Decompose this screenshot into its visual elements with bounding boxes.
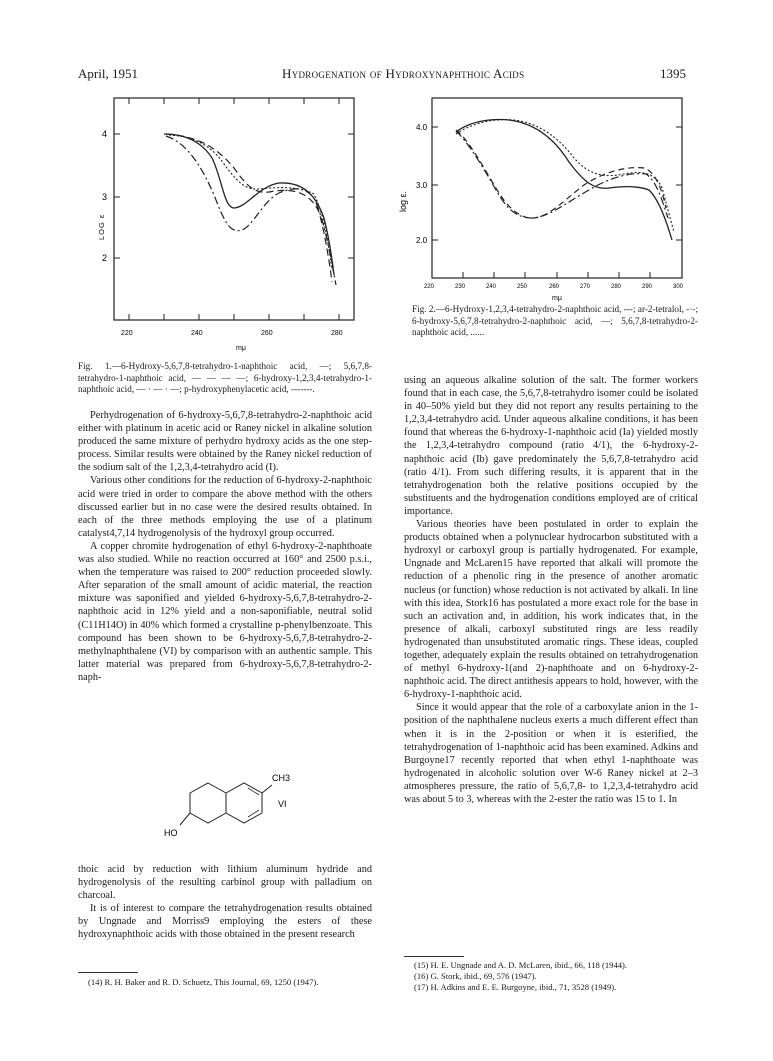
paragraph: It is of interest to compare the tetrahydrogenation results obtained by Ungnade and Morriss9 employing the esters of these hydroxynaphthoic acids with those obtained in the present research [78, 903, 372, 941]
fig2-x-tick: 250 [517, 284, 528, 290]
paragraph: Since it would appear that the role of a carboxylate anion in the 1-position of the naphthalene nucleus exerts a much different effect than when it is in the 2-position or when it is esterified, the tetrahydrogenation of 1-naphthoic acid has been examined. Adkins and Burgoyne17 recently reported that when ethyl 1-naphthoate was hydrogenated in alcoholic solution over W-6 Raney nickel at 2–3 atmospheres pressure, the ratio of 5,6,7,8- to 1,2,3,4-tetrahydro acid was about 5 to 3, whereas with the 2-ester the ratio was 15 to 1. In [404, 702, 698, 805]
figure-2-caption: Fig. 2.—6-Hydroxy-1,2,3,4-tetrahydro-2-naphthoic acid, ---; ar-2-tetralol, -·-; 6-hydroxy-5,6,7,8-tetrahydro-2-naphthoic acid, —; 5,6,7,8-tetrahydro-2-naphthoic acid, ...... [412, 304, 698, 338]
footnote-14 [78, 977, 372, 988]
footnote-rule [78, 972, 138, 973]
fig1-series-dash-dot [166, 136, 336, 285]
fig1-series-solid [164, 134, 334, 275]
right-footnotes [404, 960, 698, 993]
fig1-series-dotted [169, 135, 332, 270]
fig2-y-tick: 3.0 [416, 181, 428, 190]
footnote-15: (15) H. E. Ungnade and A. D. McLaren, ibid., 66, 118 (1944). [414, 960, 628, 970]
fig2-x-tick: 280 [611, 284, 622, 290]
running-date: April, 1951 [78, 66, 138, 81]
fig1-y-tick: 3 [102, 192, 108, 202]
fig1-x-label: mμ [236, 345, 246, 352]
figure-1-uv-spectra [74, 90, 374, 365]
fig2-series-dotted [456, 120, 674, 232]
fig1-y-tick: 4 [102, 129, 108, 139]
footnote-17: (17) H. Adkins and E. E. Burgoyne, ibid., 71, 3528 (1949). [414, 982, 617, 992]
figure-2-uv-spectra [394, 90, 694, 305]
struct-ho-label: HO [164, 828, 178, 838]
paragraph: thoic acid by reduction with lithium aluminum hydride and hydrogenolysis of the resulting carbinol group with palladium on charcoal. [78, 864, 372, 902]
footnote-rule [404, 956, 464, 957]
struct-compound-number: VI [278, 799, 287, 809]
fig2-x-tick: 240 [486, 284, 497, 290]
fig2-x-label: mμ [552, 295, 562, 302]
left-column-text [78, 409, 372, 684]
fig2-x-tick: 290 [642, 284, 653, 290]
structure-vi [162, 765, 312, 855]
paragraph: Perhydrogenation of 6-hydroxy-5,6,7,8-tetrahydro-2-naphthoic acid either with platinum in acetic acid or Raney nickel in alkaline solution produced the same mixture of perhydro hydroxy acids as the one step-process. Similar results were obtained by the Raney nickel reduction of the sodium salt of the 1,2,3,4-tetrahydro acid (I). [78, 410, 372, 474]
fig2-y-tick: 4.0 [416, 123, 428, 132]
fig2-series-dashed [456, 130, 666, 218]
struct-ch3-label: CH3 [272, 773, 291, 783]
fig1-series-dashed [166, 134, 332, 282]
fig2-x-tick: 260 [549, 284, 560, 290]
running-title: Hydrogenation of Hydroxynaphthoic Acids [282, 66, 525, 81]
fig2-series-solid [456, 120, 672, 241]
paragraph: Various theories have been postulated in order to explain the products obtained when a polynuclear hydrocarbon substituted with a hydroxyl or carboxyl group is partially hydrogenated. For example, Ungnade and McLaren15 have reported that alkali will promote the reduction of a phenolic ring in the presence of another aromatic nucleus (or function) whose reduction is not activated by alkali. In line with this idea, Stork16 has postulated a more exact role for the base in such an activation and, in addition, his work indicates that, in the presence of alkali, carboxyl substituted rings are less readily hydrogenated than unsubstituted aromatic rings. These ideas, coupled together, adequately explain the results obtained on tetrahydrogenation of methyl 6-hydroxy-1(and 2)-naphthoate and on 6-hydroxy-2-naphthoic acid. The direct antithesis appears to hold, however, with the 6-hydroxy-1-naphthoic acid. [404, 519, 698, 701]
fig2-x-tick: 220 [424, 284, 435, 290]
paragraph: A copper chromite hydrogenation of ethyl 6-hydroxy-2-naphthoate was also studied. While no reaction occurred at 160° and 2500 p.s.i., when the temperature was raised to 200° reduction proceeded slowly. After separation of the small amount of acidic material, the reaction mixture was saponified and yielded 6-hydroxy-5,6,7,8-tetrahydro-2-naphthoic acid in 12% yield and a non-saponifiable, neutral solid (C11H14O) in 40% which formed a crystalline p-phenylbenzoate. This compound has been shown to be 6-hydroxy-5,6,7,8-tetrahydro-2-methylnaphthalene (VI) by comparison with an authentic sample. This latter material was prepared from 6-hydroxy-5,6,7,8-tetrahydro-2-naph- [78, 540, 372, 683]
page-number: 1395 [660, 66, 686, 81]
fig2-x-tick: 270 [580, 284, 591, 290]
fig1-x-tick: 220 [121, 330, 133, 337]
fig2-y-label: log ε. [398, 190, 408, 212]
fig2-x-tick: 300 [673, 284, 684, 290]
fig1-y-tick: 2 [102, 253, 108, 263]
left-column-text-continued [78, 863, 372, 942]
fig1-x-tick: 280 [331, 330, 343, 337]
footnote-16: (16) G. Stork, ibid., 69, 576 (1947). [414, 971, 537, 981]
right-column-text [404, 374, 698, 806]
paragraph: Various other conditions for the reduction of 6-hydroxy-2-naphthoic acid were tried in order to compare the above method with the others discussed earlier but in no case were the desired results obtained. In each of the three methods employing the use of a platinum catalyst4,7,14 hydrogenolysis of the hydroxyl group occurred. [78, 475, 372, 539]
footnote: (14) R. H. Baker and R. D. Schuetz, This Journal, 69, 1250 (1947). [88, 977, 319, 987]
fig2-x-tick: 230 [455, 284, 466, 290]
fig2-y-tick: 2.0 [416, 236, 428, 245]
fig1-x-tick: 240 [191, 330, 203, 337]
figure-1-caption: Fig. 1.—6-Hydroxy-5,6,7,8-tetrahydro-1-naphthoic acid, —; 5,6,7,8-tetrahydro-1-naphthoic acid, — — — —; 6-hydroxy-1,2,3,4-tetrahydro-1-naphthoic acid, — · — · —; p-hydroxyphenylacetic acid, -------. [78, 361, 372, 395]
paragraph: using an aqueous alkaline solution of the salt. The former workers found that in each case, the 5,6,7,8-tetrahydro isomer could be isolated in 40–50% yield but they did not report any results pertaining to the 1,2,3,4-tetrahydro acid. Under aqueous alkaline conditions, it has been found that whereas the 6-hydroxy-1-naphthoic acid (Ia) yielded mostly the 1,2,3,4-tetrahydro compound (ratio 4/1), the 6-hydroxy-2-naphthoic acid (Ib) gave predominately the 5,6,7,8-tetrahydro acid (ratio 4/1). From such differing results, it is apparent that in the tetrahydrogenation both the relative positions occupied by the substituents and the hydrogenation conditions employed are of critical importance. [404, 375, 698, 517]
fig1-x-tick: 260 [261, 330, 273, 337]
fig1-y-label: LOG ε [97, 213, 106, 240]
